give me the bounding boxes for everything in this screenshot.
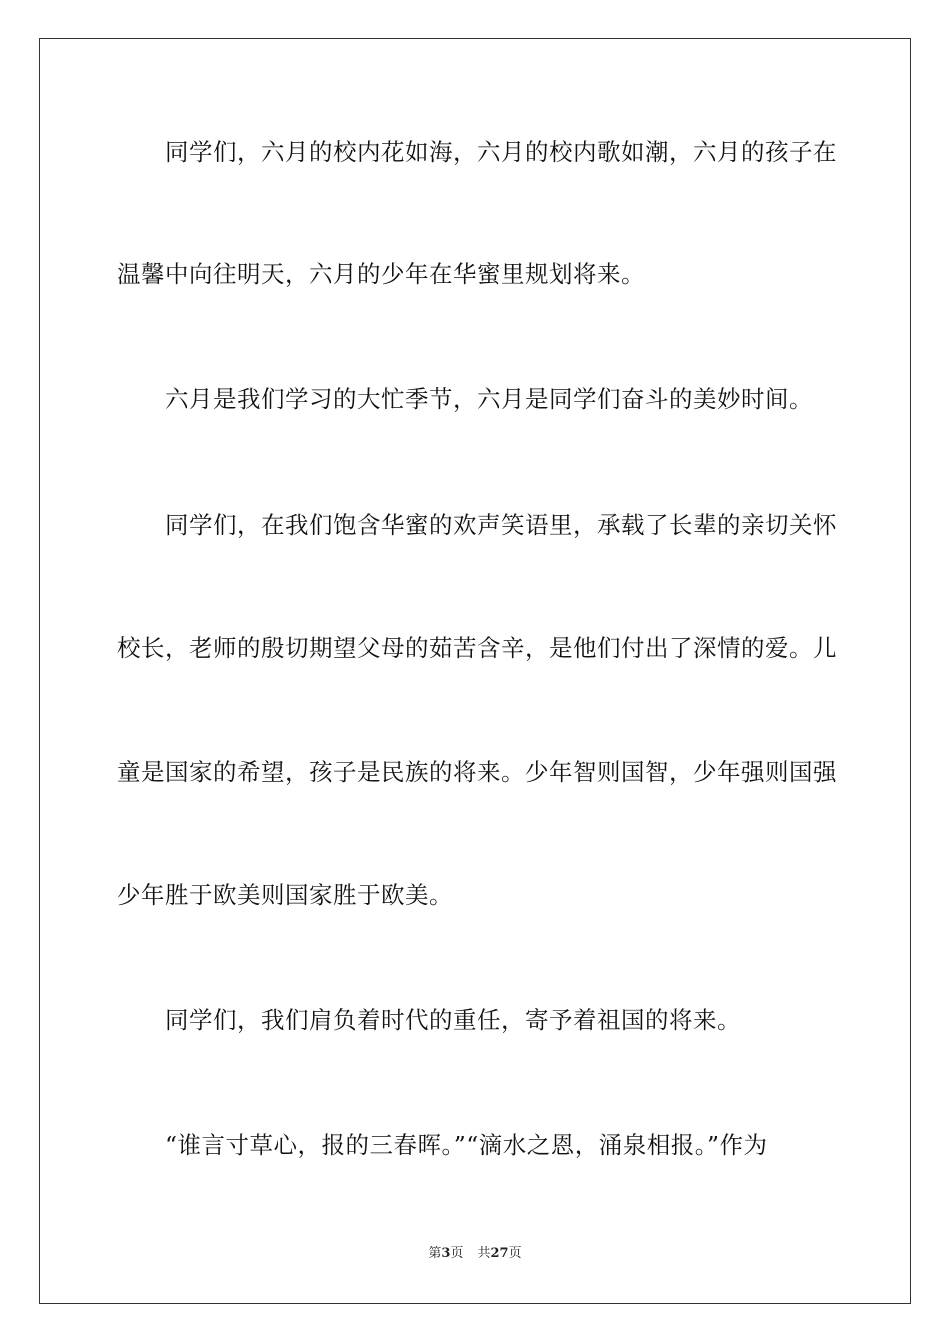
page-footer	[0, 1245, 950, 1263]
paragraph-line-4: 同学们，在我们饱含华蜜的欢声笑语里，承载了长辈的亲切关怀	[117, 511, 837, 539]
footer-total-pages: 27	[490, 1246, 509, 1261]
paragraph-line-1: 同学们，六月的校内花如海，六月的校内歌如潮，六月的孩子在	[117, 138, 837, 166]
paragraph-line-8: 同学们，我们肩负着时代的重任，寄予着祖国的将来。	[117, 1006, 741, 1034]
footer-page-label: 第	[428, 1246, 442, 1261]
page-border	[39, 38, 911, 1304]
paragraph-line-9: “谁言寸草心，报的三春晖。”“滴水之恩，涌泉相报。”作为	[117, 1131, 768, 1159]
paragraph-line-2: 温馨中向往明天，六月的少年在华蜜里规划将来。	[117, 260, 645, 288]
paragraph-line-6: 童是国家的希望，孩子是民族的将来。少年智则国智，少年强则国强	[117, 758, 837, 786]
paragraph-line-3: 六月是我们学习的大忙季节，六月是同学们奋斗的美妙时间。	[117, 385, 813, 413]
footer-page-number: 3	[441, 1246, 451, 1261]
footer-total-unit: 页	[508, 1246, 522, 1261]
footer-page-unit: 页	[450, 1246, 464, 1261]
paragraph-line-7: 少年胜于欧美则国家胜于欧美。	[117, 881, 453, 909]
paragraph-line-5: 校长，老师的殷切期望父母的茹苦含辛，是他们付出了深情的爱。儿	[117, 634, 837, 662]
footer-total-label: 共	[477, 1246, 491, 1261]
